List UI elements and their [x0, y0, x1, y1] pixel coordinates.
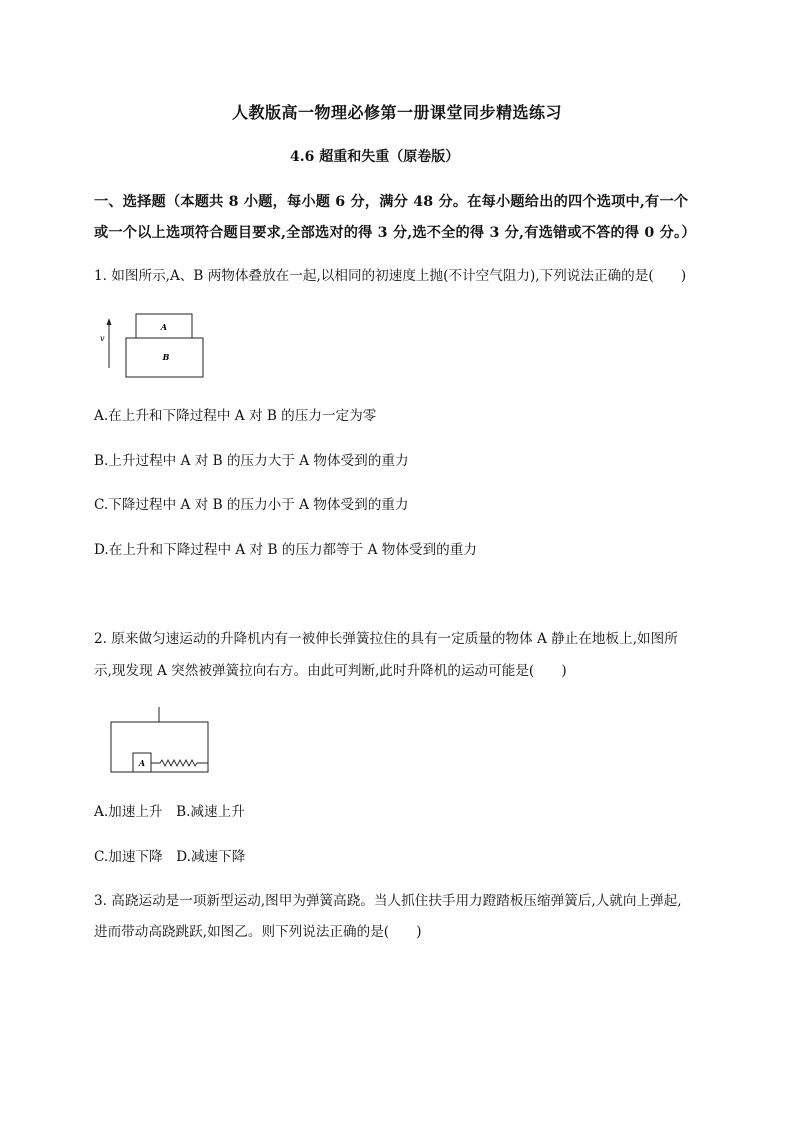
q3-stem-line-2: 进而带动高跷跳跃,如图乙。则下列说法正确的是( ) — [94, 924, 422, 940]
q2-options-row-1: A.加速上升 B.减速上升 — [94, 804, 245, 820]
q1-figure — [96, 310, 208, 382]
block-b-label: B — [162, 352, 170, 362]
q3-stem-line-1: 3. 高跷运动是一项新型运动,图甲为弹簧高跷。当人抓住扶手用力蹬踏板压缩弹簧后,人就向上弹起, — [94, 893, 682, 909]
page-subtitle: 4.6 超重和失重（原卷版） — [290, 149, 460, 165]
page-title: 人教版高一物理必修第一册课堂同步精选练习 — [231, 103, 562, 122]
q1-option-b: B.上升过程中 A 对 B 的压力大于 A 物体受到的重力 — [94, 453, 409, 469]
velocity-arrowhead — [107, 318, 112, 325]
q2-options-row-2: C.加速下降 D.减速下降 — [94, 849, 246, 865]
q2-figure — [108, 705, 212, 775]
q1-option-d: D.在上升和下降过程中 A 对 B 的压力都等于 A 物体受到的重力 — [94, 542, 477, 558]
q2-stem-line-1: 2. 原来做匀速运动的升降机内有一被伸长弹簧拉住的具有一定质量的物体 A 静止在地板上,如图所 — [94, 631, 678, 647]
section-heading: 一、选择题（本题共 8 小题，每小题 6 分，满分 48 分。在每小题给出的四个选项中,有一个或一个以上选项符合题目要求,全部选对的得 3 分,选不全的得 3 分,有选错或不答的得 0 分。） — [94, 194, 696, 241]
q1-option-c: C.下降过程中 A 对 B 的压力小于 A 物体受到的重力 — [94, 497, 409, 513]
elevator-box — [111, 722, 208, 772]
block-a-label: A — [160, 322, 168, 332]
q1-stem: 1. 如图所示,A、B 两物体叠放在一起,以相同的初速度上抛(不计空气阻力),下列说法正确的是( ) — [94, 268, 687, 284]
velocity-label: v — [100, 334, 105, 343]
block-a-label: A — [138, 758, 146, 768]
q2-stem-line-2: 示,现发现 A 突然被弹簧拉向右方。由此可判断,此时升降机的运动可能是( ) — [94, 663, 567, 679]
q1-option-a: A.在上升和下降过程中 A 对 B 的压力一定为零 — [94, 408, 377, 424]
